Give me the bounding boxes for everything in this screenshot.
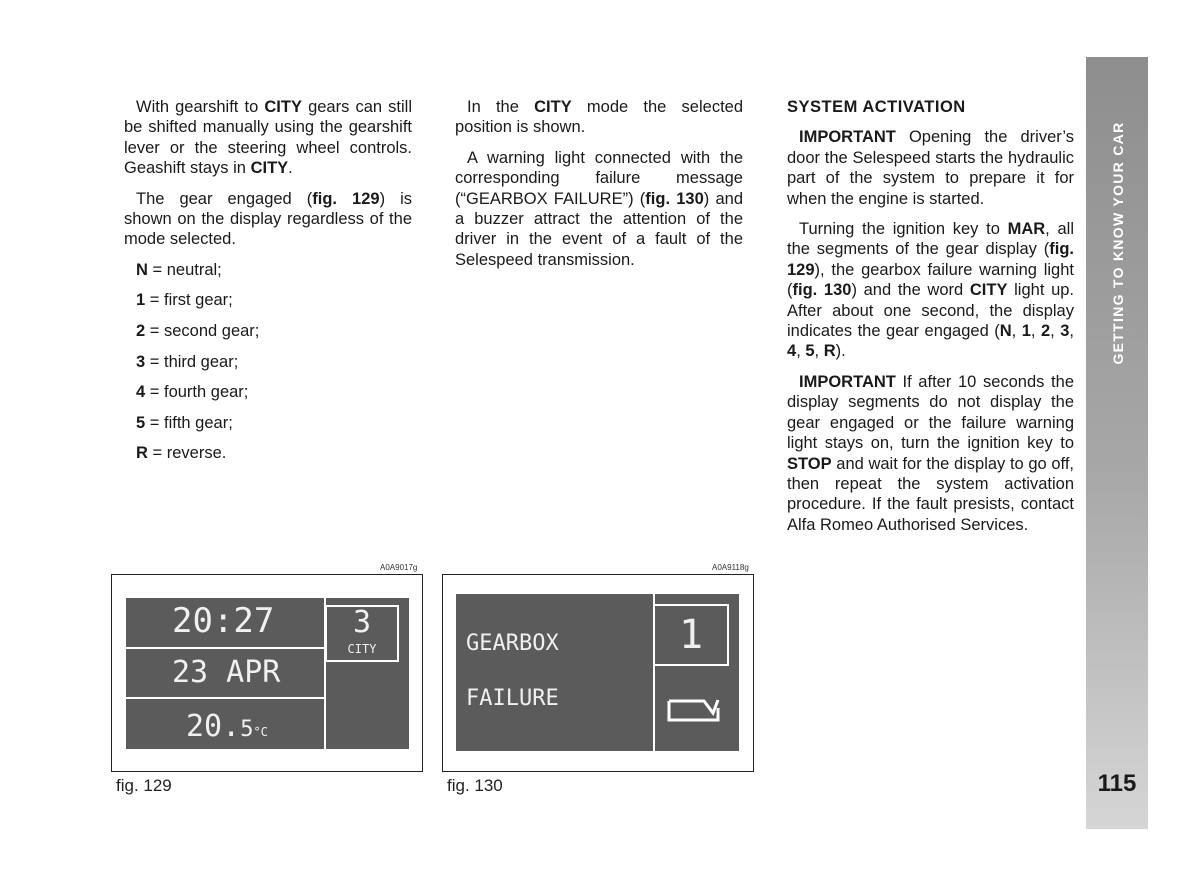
failure-line-1: GEARBOX <box>466 631 559 656</box>
gear-number: 1 <box>678 612 704 658</box>
figure-130 <box>442 574 754 772</box>
column-3 <box>787 97 1074 545</box>
gear-list-item: N = neutral; <box>136 260 222 279</box>
figure-code: A0A9118g <box>712 563 749 572</box>
gear-list-item: 2 = second gear; <box>136 322 260 341</box>
figure-caption: fig. 129 <box>116 776 172 795</box>
mode-label: CITY <box>347 642 377 656</box>
failure-line-2: FAILURE <box>466 686 559 711</box>
gear-list <box>124 260 412 464</box>
gear-list-item: 5 = fifth gear; <box>136 413 233 432</box>
lcd-display <box>456 594 739 751</box>
column-1 <box>124 97 412 474</box>
gear-indicator <box>653 604 729 666</box>
gear-list-item: R = reverse. <box>136 444 227 463</box>
paragraph-ignition-mar: Turning the ignition key to MAR, all the segments of the gear display (fig. 129), the gearbox failure warning light (fig. 130) and the word CITY light up. After about one second, the display indicates the gear engaged (N, 1, 2, 3, 4, 5, R). <box>787 220 1075 361</box>
section-heading: SYSTEM ACTIVATION <box>787 98 966 116</box>
paragraph-city-mode: In the CITY mode the selected position is shown. <box>455 98 744 137</box>
gear-indicator <box>325 605 399 662</box>
gear-list-item: 4 = fourth gear; <box>136 383 249 402</box>
clock-time: 20:27 <box>172 601 275 641</box>
gear-number: 3 <box>352 605 372 640</box>
divider <box>126 697 325 699</box>
section-title: GETTING TO KNOW YOUR CAR <box>1110 121 1126 365</box>
figure-129 <box>111 574 423 772</box>
lcd-display <box>126 598 409 749</box>
figure-code: A0A9017g <box>380 563 418 572</box>
page-number: 115 <box>1097 770 1137 797</box>
paragraph-important-door: IMPORTANT Opening the driver’s door the Selespeed starts the hydraulic part of the system to prepare it for when the engine is started. <box>787 128 1074 208</box>
gear-list-item: 1 = first gear; <box>136 291 233 310</box>
paragraph-warning-light: A warning light connected with the corresponding failure message (“GEARBOX FAILURE”) (fig. 130) and a buzzer attract the attention of the driver in the event of a fault of the Selespeed transmission. <box>455 148 743 269</box>
figure-caption: fig. 130 <box>447 776 503 795</box>
paragraph-city-gearshift: With gearshift to CITY gears can still be shifted manually using the gearshift lever or the steering wheel controls. Geashift stays in CITY. <box>124 98 412 178</box>
date-display: 23 APR <box>172 655 281 690</box>
divider <box>126 647 325 649</box>
gear-list-item: 3 = third gear; <box>136 352 239 371</box>
paragraph-important-fault: IMPORTANT If after 10 seconds the display segments do not display the gear engaged or the failure warning light stays on, turn the ignition key to STOP and wait for the display to go off, then repeat the system activation procedure. If the fault presists, contact Alfa Romeo Authorised Services. <box>787 372 1074 534</box>
gearbox-warning-icon <box>666 691 722 732</box>
temperature-display: 20.5°C <box>186 709 268 744</box>
paragraph-gear-engaged: The gear engaged (fig. 129) is shown on the display regardless of the mode selected. <box>124 189 412 249</box>
column-2 <box>455 97 743 280</box>
